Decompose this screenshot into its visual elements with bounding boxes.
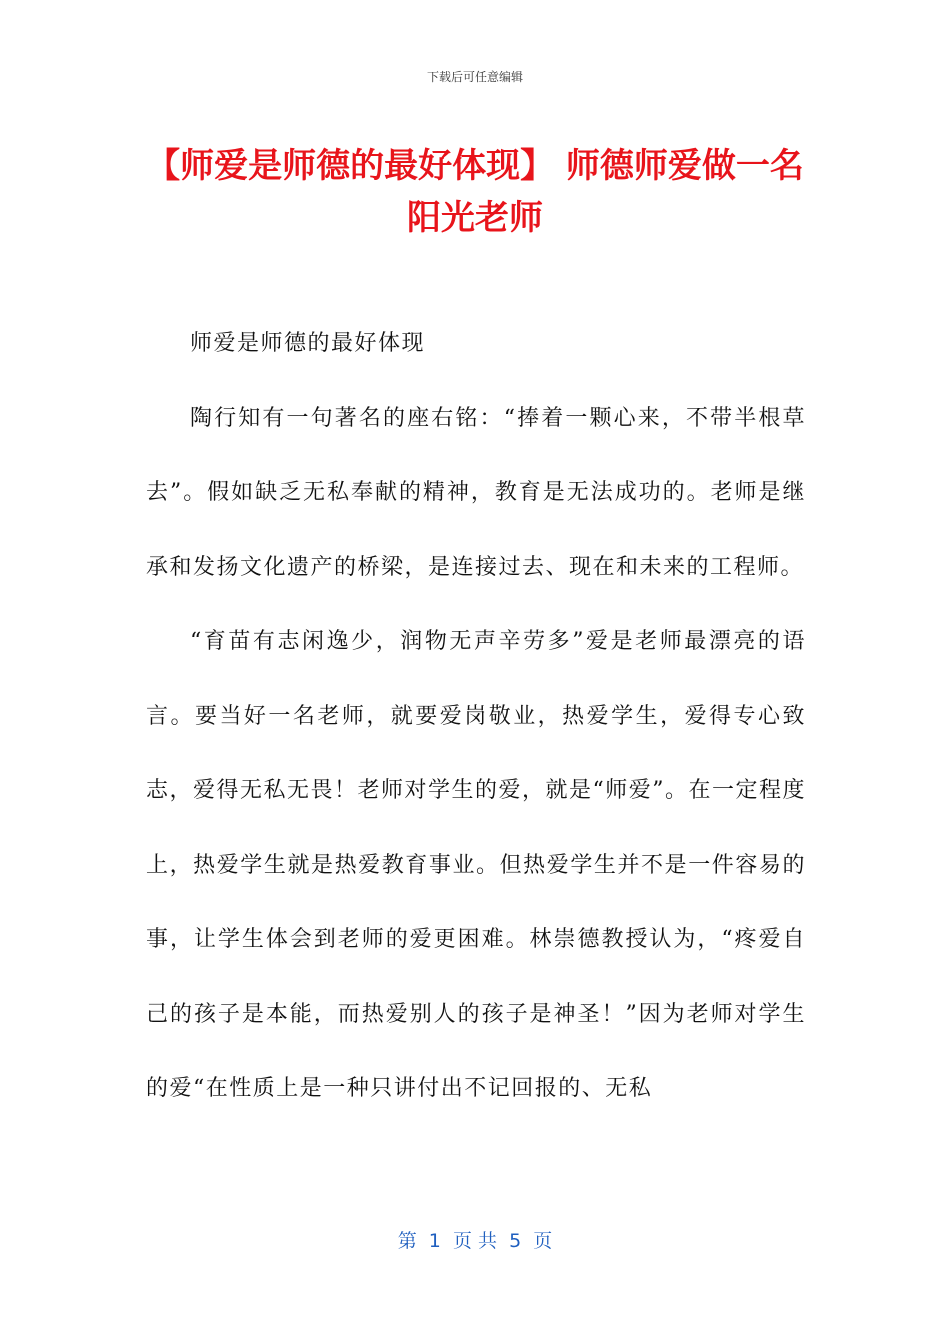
section-heading: 师爱是师德的最好体现: [190, 331, 426, 356]
body-paragraph: 陶行知有一句著名的座右铭：“捧着一颗心来，不带半根草去”。假如缺乏无私奉献的精神，教育是无法成功的。老师是继承和发扬文化遗产的桥梁，是连接过去、现在和未来的工程师。: [146, 405, 806, 580]
header-note: 下载后可任意编辑: [426, 70, 523, 84]
document-body: [146, 307, 806, 1127]
document-title: 【师爱是师德的最好体现】 师德师爱做一名阳光老师: [146, 146, 804, 238]
body-paragraph: “育苗有志闲逸少，润物无声辛劳多”爱是老师最漂亮的语言。要当好一名老师，就要爱岗敬业，热爱学生，爱得专心致志，爱得无私无畏！老师对学生的爱，就是“师爱”。在一定程度上，热爱学生就是热爱教育事业。但热爱学生并不是一件容易的事，让学生体会到老师的爱更困难。林崇德教授认为，“疼爱自己的孩子是本能，而热爱别人的孩子是神圣！”因为老师对学生的爱“在性质上是一种只讲付出不记回报的、无私: [146, 629, 806, 1101]
page-number-footer: 第 1 页 共 5 页: [397, 1230, 553, 1252]
